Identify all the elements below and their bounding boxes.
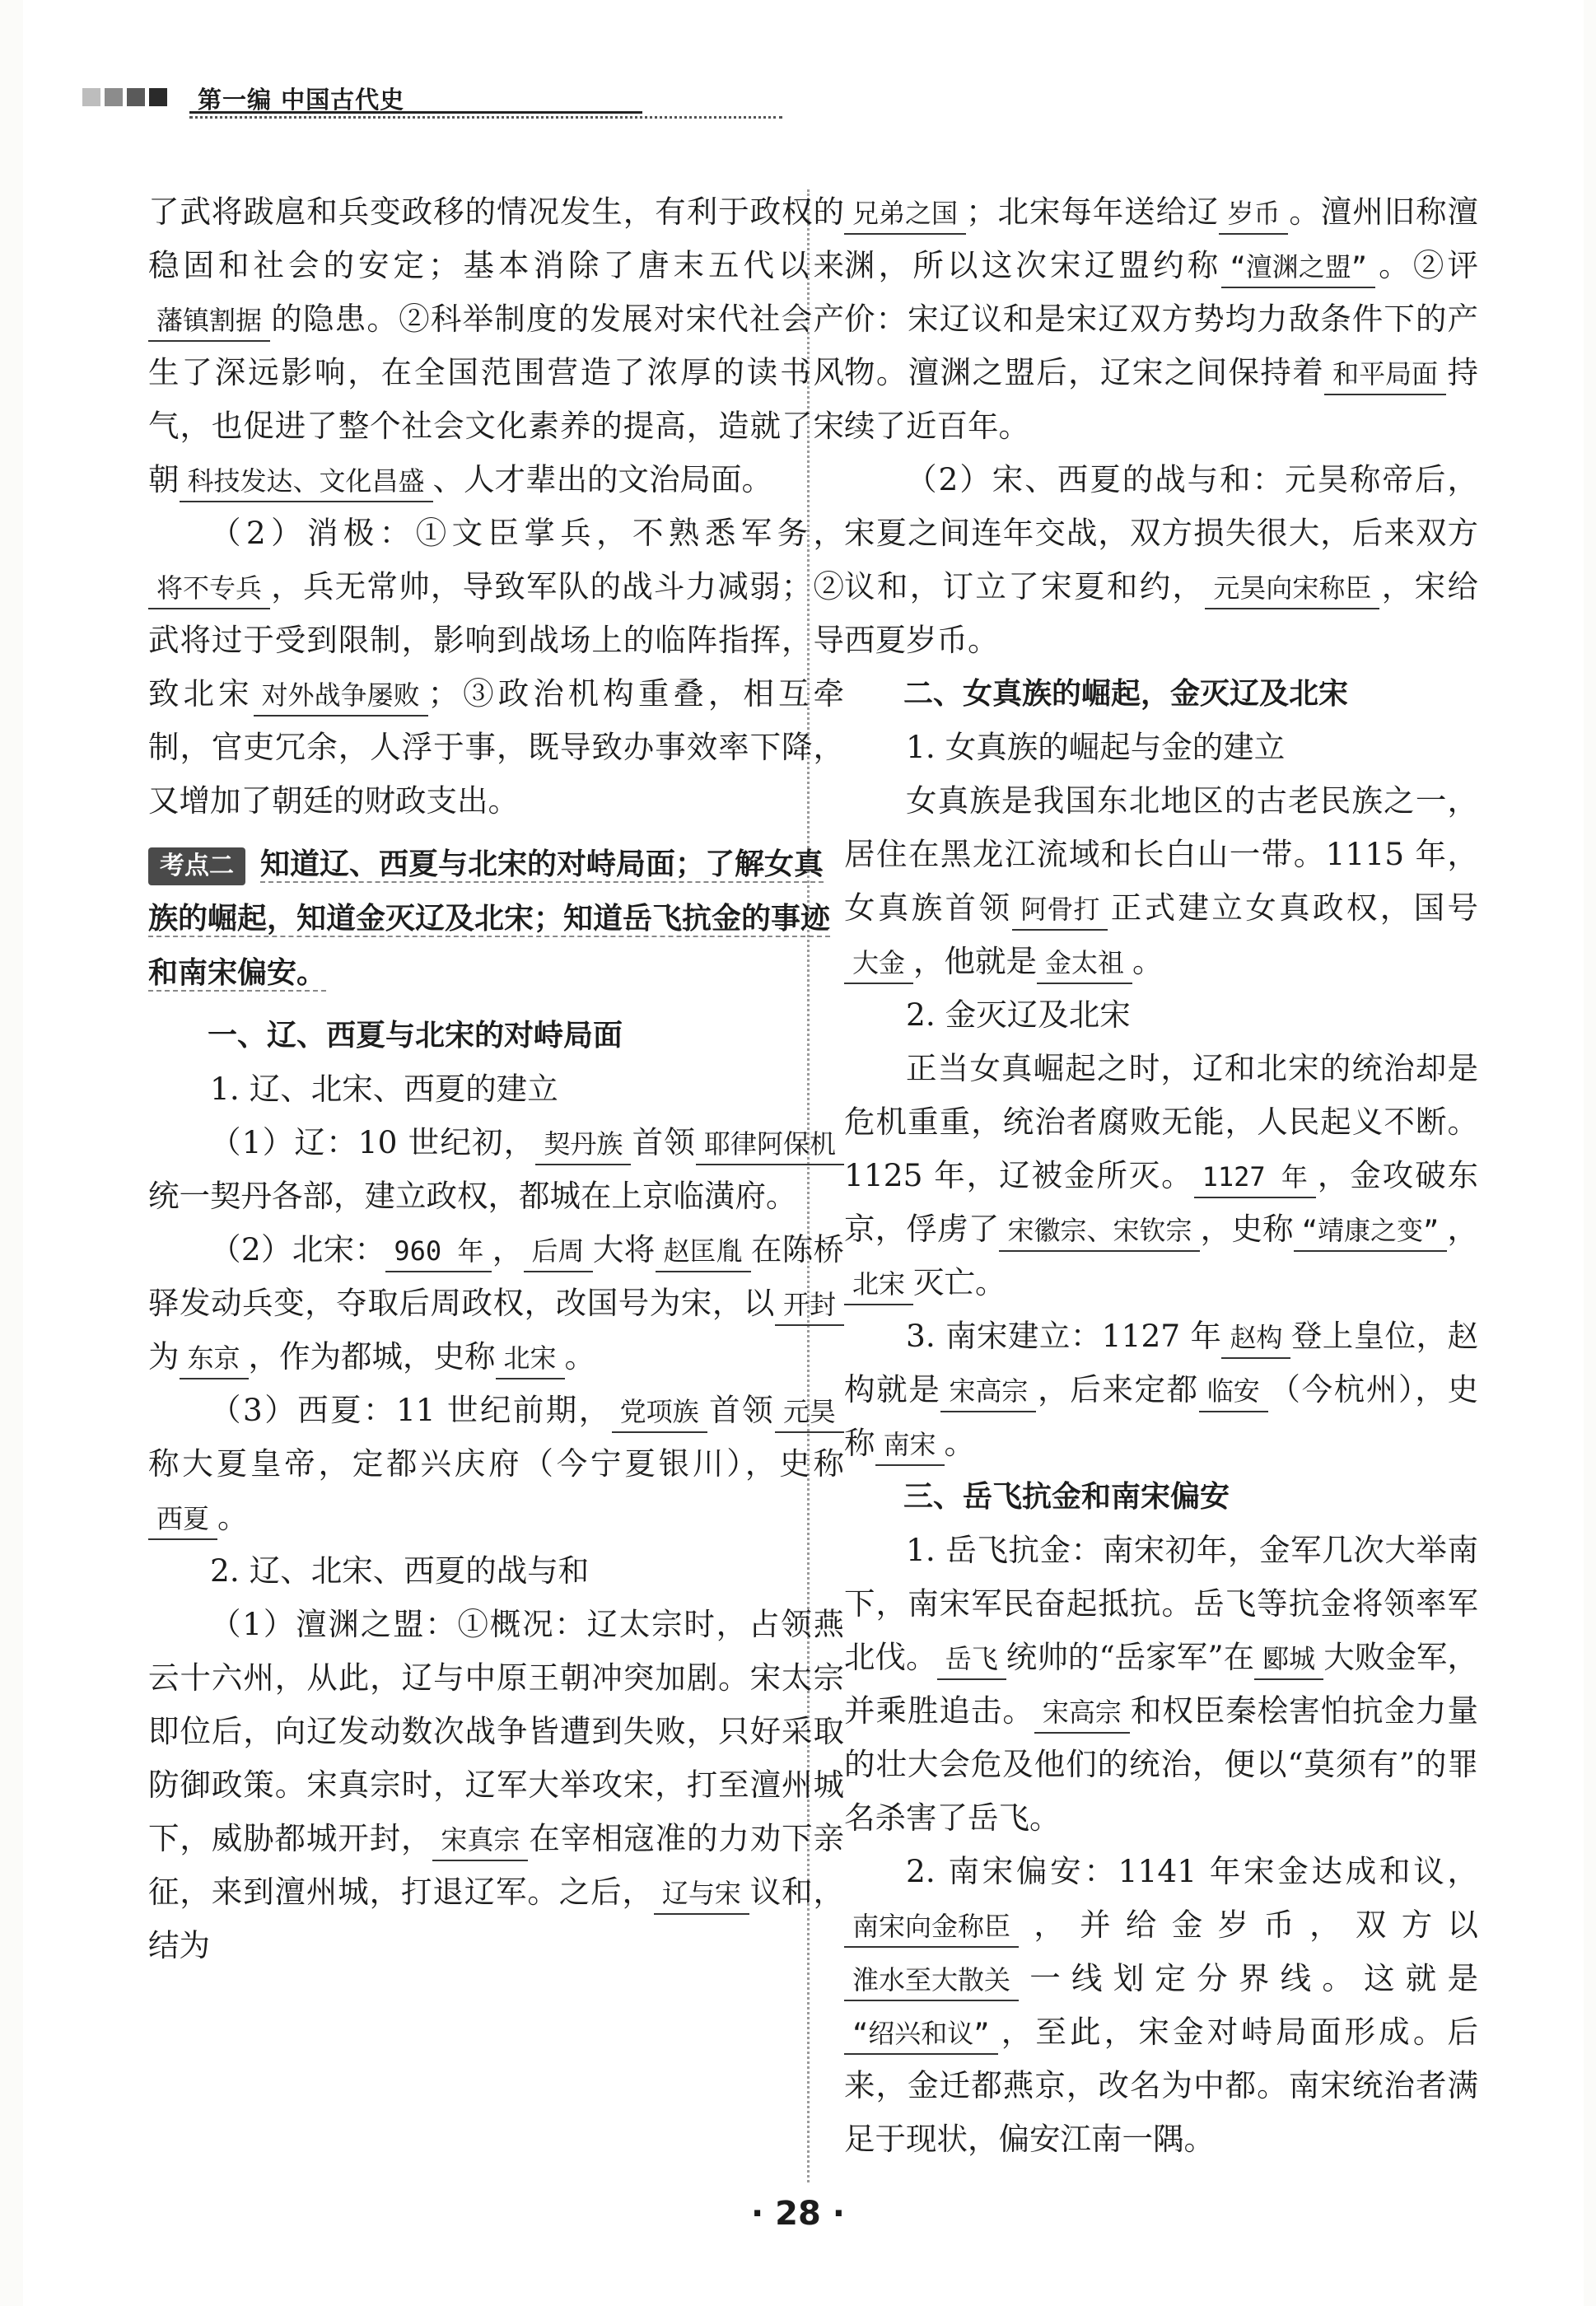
text: ，作为都城，史称	[248, 1338, 496, 1375]
answer-blank: 藩镇割据	[148, 301, 270, 342]
text: 正式建立女真政权，国号	[1108, 889, 1479, 926]
text: （3）西夏：11 世纪前期，	[210, 1392, 612, 1428]
paragraph	[844, 185, 1478, 453]
text: 称大夏皇帝，定都兴庆府（今宁夏银川），史称	[148, 1445, 844, 1482]
text: 议和，结为	[148, 1874, 845, 1963]
paragraph	[148, 1598, 844, 1972]
answer-blank: 宋高宗	[1034, 1692, 1130, 1734]
section-heading: 三、岳飞抗金和南宋偏安	[903, 1480, 1230, 1514]
text: ；③政治机构重叠，相互牵制，官吏冗余，人浮于事，既导致办事效率下降，又增加了朝廷的财政支出。	[148, 675, 845, 819]
paragraph	[844, 774, 1478, 988]
answer-blank: 南宋向金称臣	[844, 1907, 1019, 1948]
answer-blank: 和平局面	[1324, 354, 1446, 395]
paragraph	[844, 1845, 1478, 2166]
text: 。	[217, 1499, 249, 1535]
text: ，兵无常帅，导致军队的战斗力减弱；②武将过于受到限制，影响到战场上的临阵指挥，导致北宋	[148, 568, 844, 712]
answer-blank: 东京	[180, 1338, 249, 1379]
key-point-box	[148, 838, 844, 1001]
answer-blank: 岁币	[1219, 194, 1288, 235]
paragraph	[844, 1309, 1478, 1470]
text: 了武将跋扈和兵变政移的情况发生，有利于政权的稳固和社会的安定；基本消除了唐末五代以来	[148, 194, 844, 283]
answer-blank: 耶律阿保机	[696, 1124, 844, 1165]
answer-blank: “靖康之变”	[1294, 1211, 1448, 1252]
answer-blank: 赵匡胤	[656, 1231, 751, 1272]
text: （2）消极：①文臣掌兵，不熟悉军务，	[210, 515, 844, 551]
text: ，并给金岁币，双方以	[1019, 1907, 1478, 1943]
text: ，金攻破东京，俘虏了	[844, 1157, 1479, 1247]
answer-blank: 北宋	[844, 1264, 913, 1305]
text: 和权臣秦桧害怕抗金力量的壮大会危及他们的统治，便以“莫须有”的罪名杀害了岳飞。	[844, 1692, 1479, 1836]
text: ，至此，宋金对峙局面形成。后来，金迁都燕京，改名为中都。南宋统治者满足于现状，偏安江南一隅。	[844, 2014, 1478, 2157]
answer-blank: 兄弟之国	[844, 194, 966, 235]
paragraph	[844, 1524, 1478, 1845]
text: （2）宋、西夏的战与和：元昊称帝后，宋夏之间连年交战，双方损失很大，后来双方议和，订立了宋夏和约，	[844, 461, 1478, 605]
header-block	[149, 88, 167, 106]
subheading: 1. 辽、北宋、西夏的建立	[210, 1071, 558, 1107]
answer-blank: “澶渊之盟”	[1221, 247, 1375, 288]
answer-blank: 将不专兵	[148, 568, 270, 609]
text: ；北宋每年送给辽	[966, 194, 1220, 230]
paragraph	[844, 1042, 1478, 1309]
text: ，史称	[1200, 1211, 1294, 1247]
answer-blank: 元昊	[775, 1392, 844, 1433]
text: 。澶州旧称澶渊，所以这次宋辽盟约称	[844, 194, 1479, 283]
header-block	[105, 88, 123, 106]
text: 一线划定分界线。这就是	[1019, 1960, 1478, 1996]
header-block	[127, 88, 145, 106]
text: 首领	[631, 1124, 696, 1160]
key-point-tag: 考点二	[148, 847, 245, 885]
subheading: 2. 金灭辽及北宋	[906, 997, 1131, 1033]
text: 统一契丹各部，建立政权，都城在上京临潢府。	[148, 1178, 797, 1214]
answer-blank: “绍兴和议”	[844, 2014, 998, 2055]
paragraph	[844, 453, 1478, 667]
text: ，后来定都	[1036, 1371, 1199, 1407]
answer-blank: 淮水至大散关	[844, 1960, 1019, 2001]
text: 1. 岳飞抗金：南宋初年，金军几次大举南下，南宋军民奋起抵抗。岳飞等抗金将领率军北伐。	[844, 1532, 1478, 1675]
answer-blank: 1127 年	[1194, 1157, 1316, 1198]
answer-blank: 大金	[844, 943, 913, 984]
text: 登上皇位，赵构就是	[844, 1318, 1478, 1407]
text: （2）北宋：	[210, 1231, 386, 1267]
page-number: · 28 ·	[751, 2195, 845, 2233]
header-block	[82, 88, 100, 106]
right-column	[844, 185, 1478, 2166]
left-column	[148, 185, 844, 1972]
key-point-text: 知道辽、西夏与北宋的对峙局面；了解女真族的崛起，知道金灭辽及北宋；知道岳飞抗金的事迹和南宋偏安。	[148, 847, 831, 990]
text: 。	[944, 1425, 976, 1461]
answer-blank: 临安	[1199, 1371, 1268, 1412]
answer-blank: 960 年	[385, 1231, 492, 1272]
answer-blank: 赵构	[1221, 1318, 1290, 1359]
text: 3. 南宋建立：1127 年	[906, 1318, 1222, 1354]
answer-blank: 后周	[524, 1231, 593, 1272]
section-heading: 一、辽、西夏与北宋的对峙局面	[208, 1019, 623, 1053]
paragraph	[148, 1223, 844, 1384]
header-dotted-rule	[189, 116, 782, 119]
text: 正当女真崛起之时，辽和北宋的统治却是危机重重，统治者腐败无能，人民起义不断。1125 年，辽被金所灭。	[844, 1050, 1478, 1193]
text: （1）澶渊之盟：①概况：辽太宗时，占领燕云十六州，从此，辽与中原王朝冲突加剧。宋太宗即位后，向辽发动数次战争皆遭到失败，只好采取防御政策。宋真宗时，辽军大举攻宋，打至澶州城下，威胁都城开封，	[148, 1606, 844, 1856]
paragraph	[148, 506, 844, 828]
paragraph	[148, 1384, 844, 1544]
answer-blank: 宋真宗	[432, 1820, 528, 1861]
answer-blank: 开封	[775, 1285, 844, 1326]
answer-blank: 西夏	[148, 1499, 217, 1540]
paragraph	[148, 185, 844, 506]
text: 在宰相寇准的力劝下亲征，来到澶州城，打退辽军。之后，	[148, 1820, 845, 1910]
text: 2. 南宋偏安：1141 年宋金达成和议，	[906, 1853, 1478, 1889]
text: （1）辽：10 世纪初，	[210, 1124, 536, 1160]
answer-blank: 岳飞	[937, 1639, 1006, 1680]
header-decoration	[82, 88, 171, 110]
answer-blank: 阿骨打	[1012, 889, 1108, 931]
text: （今杭州），史称	[844, 1371, 1479, 1461]
subheading: 1. 女真族的崛起与金的建立	[906, 729, 1286, 765]
answer-blank: 南宋	[875, 1425, 945, 1466]
answer-blank: 对外战争屡败	[254, 675, 428, 717]
section-heading: 二、女真族的崛起，金灭辽及北宋	[903, 677, 1349, 711]
answer-blank: 辽与宋	[654, 1874, 749, 1915]
text: ，	[1447, 1211, 1479, 1247]
text: 。	[1132, 943, 1164, 979]
text: ，他就是	[913, 943, 1038, 979]
text: 女真族是我国东北地区的古老民族之一，居住在黑龙江流域和长白山一带。1115 年，女真族首领	[844, 782, 1478, 926]
answer-blank: 元昊向宋称臣	[1205, 568, 1379, 609]
text: 在陈桥驿发动兵变，夺取后周政权，改国号为宋，以	[148, 1231, 845, 1321]
header-title: 第一编 中国古代史	[198, 86, 405, 114]
answer-blank: 宋高宗	[940, 1371, 1036, 1412]
text: 。	[564, 1338, 596, 1375]
text: ，宋给西夏岁币。	[844, 568, 1479, 658]
text: ，	[492, 1231, 524, 1267]
text: 的隐患。②科举制度的发展对宋代社会产生了深远影响，在全国范围营造了浓厚的读书风气，也促进了整个社会文化素养的提高，造就了宋朝	[148, 301, 844, 497]
text: 首领	[707, 1392, 775, 1428]
text: 。②评价：宋辽议和是宋辽双方势均力敌条件下的产物。澶渊之盟后，辽宋之间保持着	[844, 247, 1479, 390]
text: 统帅的“岳家军”在	[1006, 1639, 1255, 1675]
answer-blank: 党项族	[612, 1392, 707, 1433]
answer-blank: 科技发达、文化昌盛	[180, 461, 433, 502]
answer-blank: 契丹族	[535, 1124, 631, 1165]
text: 为	[148, 1338, 180, 1375]
running-header	[82, 78, 708, 114]
answer-blank: 金太祖	[1037, 943, 1132, 984]
text: 灭亡。	[913, 1264, 1006, 1300]
paragraph	[148, 1116, 844, 1223]
answer-blank: 北宋	[496, 1338, 565, 1379]
answer-blank: 郾城	[1254, 1639, 1323, 1680]
text: 大将	[592, 1231, 656, 1267]
text: 大败金军，并乘胜追击。	[844, 1639, 1478, 1729]
header-rule	[189, 111, 642, 114]
answer-blank: 宋徽宗、宋钦宗	[999, 1211, 1200, 1252]
text: 持续了近百年。	[844, 354, 1478, 444]
text: 、人才辈出的文治局面。	[432, 461, 773, 497]
subheading: 2. 辽、北宋、西夏的战与和	[210, 1552, 590, 1589]
